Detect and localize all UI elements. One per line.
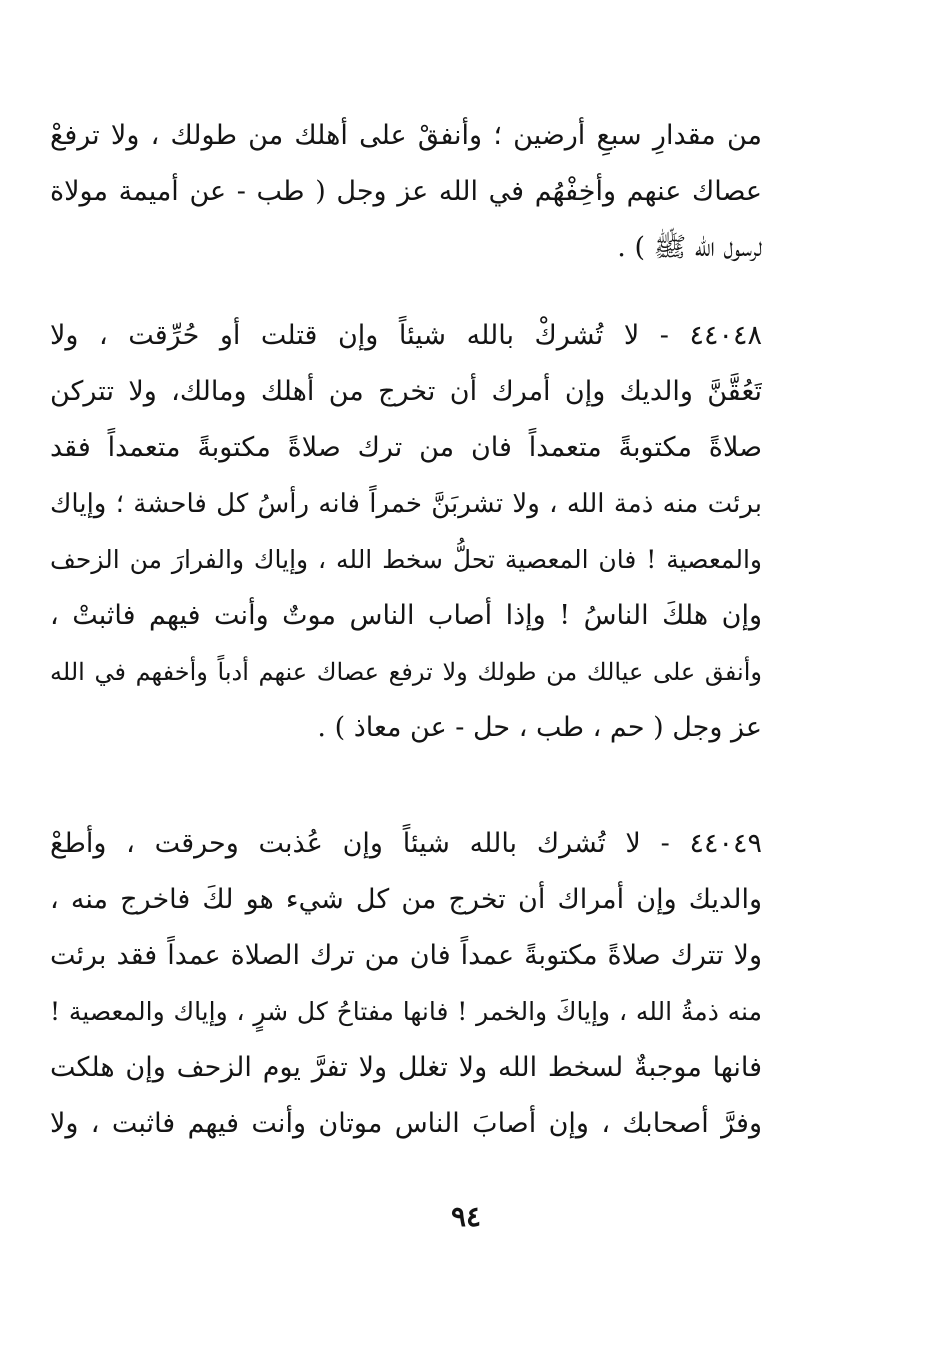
text-line: وأنفق على عيالك من طولك ولا ترفع عصاك عنهم أدباً وأخفهم في الله xyxy=(50,658,762,686)
page-number: ٩٤ xyxy=(450,1200,482,1233)
text-line: والمعصية ! فان المعصية تحلُّ سخط الله ، وإياك والفرارَ من الزحف xyxy=(50,545,762,574)
text-line: والديك وإن أمراك أن تخرج من كل شيء هو لكَ فاخرج منه ، xyxy=(50,884,762,915)
text-line: ٤٤٠٤٩ - لا تُشرك بالله شيئاً وإن عُذبت وحرقت ، وأطعْ xyxy=(50,828,762,859)
text-line: لرسول الله ﷺ ) . xyxy=(617,232,762,263)
text-line: تَعُقَّنَّ والديك وإن أمرك أن تخرج من أهلك ومالك، ولا تتركن xyxy=(50,376,762,407)
text-line: من مقدارِ سبعِ أرضين ؛ وأنفقْ على أهلك من طولك ، ولا ترفعْ xyxy=(50,120,762,151)
text-line: عصاك عنهم وأخِفْهُم في الله عز وجل ( طب - عن أميمة مولاة xyxy=(50,176,762,207)
text-line: وفرَّ أصحابك ، وإن أصابَ الناس موتان وأنت فيهم فاثبت ، ولا xyxy=(50,1108,762,1139)
text-line: صلاةً مكتوبةً متعمداً فان من ترك صلاةً مكتوبةً متعمداً فقد xyxy=(50,432,762,463)
text-line: ولا تترك صلاةً مكتوبةً عمداً فان من ترك الصلاة عمداً فقد برئت xyxy=(50,940,762,971)
text-line: برئت منه ذمة الله ، ولا تشربَنَّ خمراً فانه رأسُ كل فاحشة ؛ وإياك xyxy=(50,489,762,519)
hadith-44049 xyxy=(50,816,762,1152)
text-line: منه ذمةُ الله ، وإياكَ والخمر ! فانها مفتاحُ كل شرٍ ، وإياك والمعصية ! xyxy=(50,997,762,1026)
paragraph-continuation xyxy=(50,108,762,276)
text-line: فانها موجبةٌ لسخط الله ولا تغلل ولا تفرَّ يوم الزحف وإن هلكت xyxy=(50,1052,762,1083)
text-line: عز وجل ( حم ، طب ، حل - عن معاذ ) . xyxy=(317,712,762,743)
hadith-44048 xyxy=(50,308,762,756)
text-line: ٤٤٠٤٨ - لا تُشركْ بالله شيئاً وإن قتلت أو حُرِّقت ، ولا xyxy=(50,320,762,351)
text-line: وإن هلكَ الناسُ ! وإذا أصاب الناس موتٌ وأنت فيهم فاثبتْ ، xyxy=(50,600,762,631)
